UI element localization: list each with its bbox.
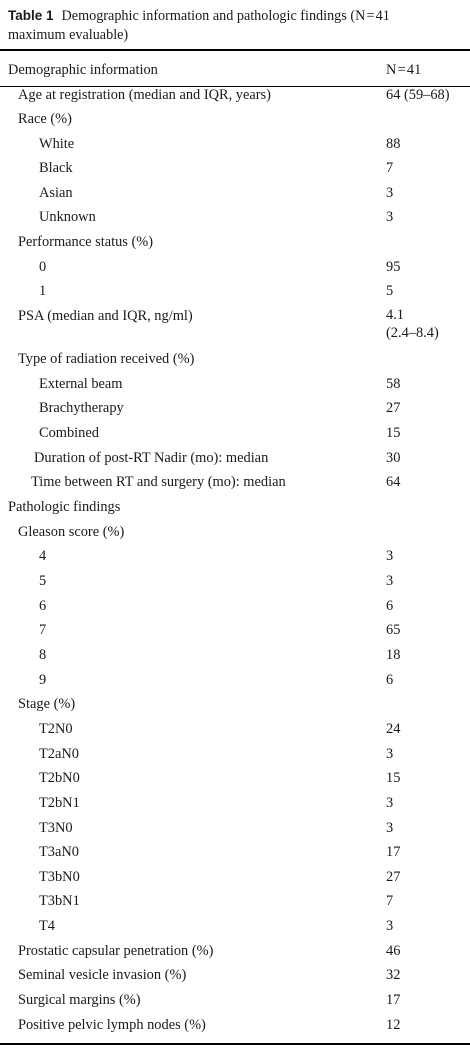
table-row <box>0 668 470 693</box>
table-row <box>0 132 470 157</box>
row-label: PSA (median and IQR, ng/ml) <box>18 308 193 324</box>
column-header: N = 41 <box>386 62 422 78</box>
table-row <box>0 963 470 988</box>
row-label: T2bN0 <box>39 770 80 786</box>
row-label: T3bN0 <box>39 869 80 885</box>
table-row <box>0 107 470 132</box>
table-row <box>0 569 470 594</box>
row-label: Demographic information <box>8 62 158 78</box>
row-value: 6 <box>386 598 394 614</box>
row-label: T2aN0 <box>39 746 79 762</box>
row-label: Performance status (%) <box>18 234 154 250</box>
row-label: Black <box>39 160 73 176</box>
row-value: 24 <box>386 721 401 737</box>
table-row <box>0 520 470 545</box>
row-value: 30 <box>386 450 401 466</box>
row-value: 17 <box>386 992 401 1008</box>
table-row <box>0 618 470 643</box>
row-value: 3 <box>386 795 394 811</box>
row-label: T2N0 <box>39 721 73 737</box>
row-value: 18 <box>386 647 401 663</box>
row-label: Stage (%) <box>18 696 76 712</box>
table-row <box>0 495 470 520</box>
row-label: Prostatic capsular penetration (%) <box>18 943 214 959</box>
row-label: 8 <box>39 647 47 663</box>
row-label: Combined <box>39 425 99 441</box>
table-row <box>0 83 470 108</box>
row-label: Pathologic findings <box>8 499 121 515</box>
row-value: 7 <box>386 893 394 909</box>
row-label: 5 <box>39 573 47 589</box>
table-row-header <box>0 58 470 83</box>
table-row <box>0 865 470 890</box>
table-row <box>0 742 470 767</box>
table-label: Table 1 <box>8 8 54 23</box>
row-label: 7 <box>39 622 47 638</box>
row-value-line2: (2.4–8.4) <box>386 325 439 341</box>
row-label: T4 <box>39 918 55 934</box>
row-value: 27 <box>386 400 401 416</box>
row-value: 3 <box>386 820 394 836</box>
table-row <box>0 1013 470 1038</box>
table-row <box>0 181 470 206</box>
row-label: Asian <box>39 185 73 201</box>
row-label: Race (%) <box>18 111 72 127</box>
table-row <box>0 791 470 816</box>
table-row <box>0 988 470 1013</box>
row-value: 5 <box>386 283 394 299</box>
row-label: External beam <box>39 376 123 392</box>
table-row <box>0 156 470 181</box>
row-label: White <box>39 136 75 152</box>
row-value: 32 <box>386 967 401 983</box>
table-row <box>0 840 470 865</box>
row-label: Duration of post-RT Nadir (mo): median <box>34 450 269 466</box>
row-value: 95 <box>386 259 401 275</box>
row-label: Gleason score (%) <box>18 524 125 540</box>
row-value: 58 <box>386 376 401 392</box>
table-row <box>0 939 470 964</box>
table-row <box>0 230 470 255</box>
caption-text-line2: maximum evaluable) <box>8 27 129 43</box>
table-row <box>0 304 470 348</box>
row-label: Unknown <box>39 209 96 225</box>
row-value: 64 <box>386 474 401 490</box>
row-label: Time between RT and surgery (mo): median <box>31 474 286 490</box>
row-value: 3 <box>386 209 394 225</box>
table-row <box>0 279 470 304</box>
table-row <box>0 372 470 397</box>
bottom-rule <box>0 1043 470 1045</box>
table-row <box>0 446 470 471</box>
row-label: Positive pelvic lymph nodes (%) <box>18 1017 206 1033</box>
table-row <box>0 594 470 619</box>
row-label: Type of radiation received (%) <box>18 351 195 367</box>
row-label: Brachytherapy <box>39 400 124 416</box>
row-label: 6 <box>39 598 47 614</box>
row-label: 1 <box>39 283 47 299</box>
table-row <box>0 889 470 914</box>
row-value: 3 <box>386 746 394 762</box>
row-value: 88 <box>386 136 401 152</box>
row-value: 12 <box>386 1017 401 1033</box>
top-rule <box>0 49 470 51</box>
table-row <box>0 255 470 280</box>
row-label: T2bN1 <box>39 795 80 811</box>
row-label: T3N0 <box>39 820 73 836</box>
row-value-line1: 4.1 <box>386 307 404 323</box>
row-value: 3 <box>386 548 394 564</box>
row-value: 3 <box>386 573 394 589</box>
row-value: 64 (59–68) <box>386 87 450 103</box>
table-row <box>0 816 470 841</box>
row-value: 65 <box>386 622 401 638</box>
row-label: Surgical margins (%) <box>18 992 141 1008</box>
table-row <box>0 643 470 668</box>
row-value: 7 <box>386 160 394 176</box>
table-row <box>0 205 470 230</box>
table-caption <box>8 6 464 45</box>
row-label: Age at registration (median and IQR, years) <box>18 87 271 103</box>
row-value: 3 <box>386 185 394 201</box>
row-value: 6 <box>386 672 394 688</box>
row-label: 0 <box>39 259 47 275</box>
table-row <box>0 914 470 939</box>
row-value: 15 <box>386 770 401 786</box>
row-value: 46 <box>386 943 401 959</box>
table-row <box>0 717 470 742</box>
table-row <box>0 421 470 446</box>
row-label: 9 <box>39 672 47 688</box>
table-row <box>0 544 470 569</box>
row-label: 4 <box>39 548 47 564</box>
row-value: 3 <box>386 918 394 934</box>
row-value: 17 <box>386 844 401 860</box>
row-label: Seminal vesicle invasion (%) <box>18 967 187 983</box>
row-label: T3bN1 <box>39 893 80 909</box>
row-label: T3aN0 <box>39 844 79 860</box>
row-value: 27 <box>386 869 401 885</box>
table-row <box>0 692 470 717</box>
table-row <box>0 347 470 372</box>
table-row <box>0 396 470 421</box>
caption-text-line1: Demographic information and pathologic findings (N = 41 <box>61 8 390 24</box>
table-row <box>0 470 470 495</box>
table-row <box>0 766 470 791</box>
row-value <box>386 306 466 342</box>
row-value: 15 <box>386 425 401 441</box>
